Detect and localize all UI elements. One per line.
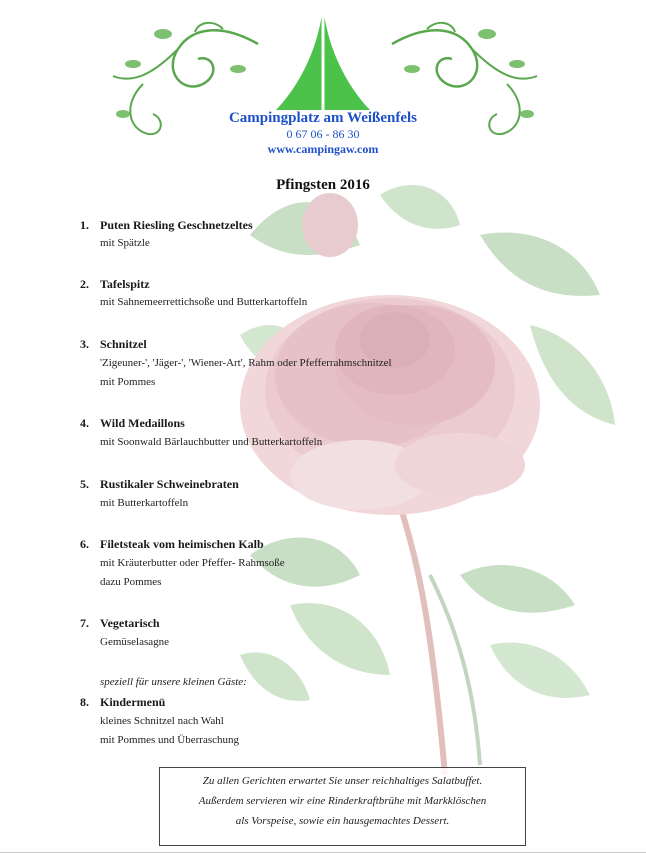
kids-menu-intro: speziell für unsere kleinen Gäste: [100,676,247,688]
dish-description: mit Soonwald Bärlauchbutter und Butterkartoffeln [100,436,323,448]
notice-line: Außerdem servieren wir eine Rinderkraftbrühe mit Markklöschen [198,795,487,807]
info-notice-box [159,767,526,846]
dish-number: 8. [80,695,89,709]
dish-number: 3. [80,337,89,351]
notice-line: als Vorspeise, sowie ein hausgemachtes Dessert. [235,815,450,827]
dish-name: Kindermenü [100,695,166,709]
dish-number: 1. [80,218,89,232]
dish-description: mit Kräuterbutter oder Pfeffer- Rahmsoße [100,557,285,569]
dish-name: Schnitzel [100,337,147,351]
dish-description: mit Butterkartoffeln [100,497,189,509]
dish-description: mit Pommes und Überraschung [100,734,240,746]
dish-description: mit Sahnemeerrettichsoße und Butterkartoffeln [100,296,308,308]
page-title: Pfingsten 2016 [276,177,370,193]
website-link[interactable]: www.campingaw.com [267,142,379,156]
tent-logo-icon [276,4,370,110]
dish-name: Wild Medaillons [100,416,185,430]
dish-number: 4. [80,416,89,430]
peony-illustration [230,175,620,775]
dish-name: Puten Riesling Geschnetzeltes [100,218,253,232]
page-bottom-divider [0,852,646,853]
dish-name: Vegetarisch [100,616,160,630]
dish-description: Gemüselasagne [100,636,170,648]
phone-number: 0 67 06 - 86 30 [286,127,360,141]
dish-number: 2. [80,277,89,291]
dish-number: 6. [80,537,89,551]
brand-name: Campingplatz am Weißenfels [228,110,418,126]
dish-name: Rustikaler Schweinebraten [100,477,239,491]
dish-description: 'Zigeuner-', 'Jäger-', 'Wiener-Art', Rahm oder Pfefferrahmschnitzel [100,357,392,369]
dish-number: 5. [80,477,89,491]
dish-name: Filetsteak vom heimischen Kalb [100,537,264,551]
dish-description: mit Pommes [100,376,156,388]
dish-description: kleines Schnitzel nach Wahl [100,715,224,727]
dish-description: mit Spätzle [100,237,150,249]
dish-name: Tafelspitz [100,277,150,291]
dish-number: 7. [80,616,89,630]
notice-line: Zu allen Gerichten erwartet Sie unser reichhaltiges Salatbuffet. [202,775,483,787]
dish-description: dazu Pommes [100,576,162,588]
